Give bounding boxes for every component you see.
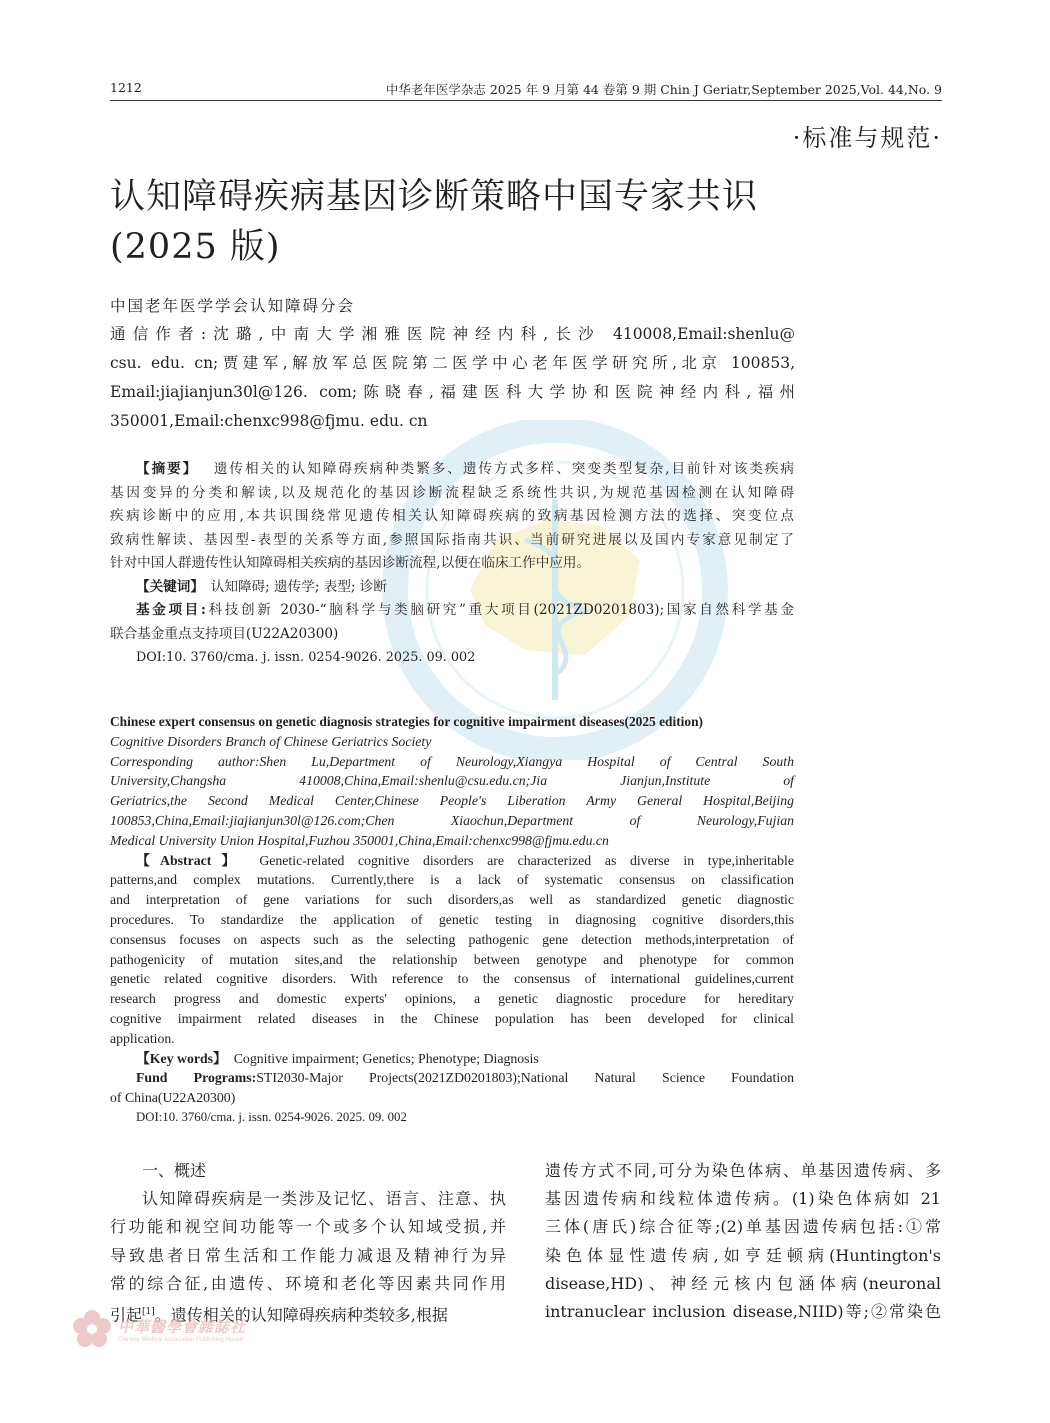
title-line: (2025 版) (110, 227, 281, 267)
body-line: 引起 (110, 1305, 143, 1325)
abstract-en-line: cognitive impairment related diseases in the Chinese population has been developed for clinical (110, 1010, 794, 1026)
body-column-right (545, 1157, 941, 1326)
abstract-en-line: genetic related cognitive disorders. With reference to the consensus of international guidelines,current (110, 971, 794, 987)
abstract-cn-line: 基因变异的分类和解读,以及规范化的基因诊断流程缺乏系统性共识,为规范基因检测在认知障碍 (110, 484, 794, 501)
journal-running-head: 中华老年医学杂志 2025 年 9 月第 44 卷第 9 期 Chin J Geriatr,September 2025,Vol. 44,No. 9 (385, 82, 942, 97)
body-line: 染色体显性遗传病,如亨廷顿病(Huntington's (545, 1245, 941, 1265)
flower-emblem-icon (72, 1309, 112, 1349)
column-tag: ·标准与规范· (792, 124, 942, 152)
body-line: 常的综合征,由遗传、环境和老化等因素共同作用 (110, 1273, 506, 1293)
fund-en-label: Fund Programs: (136, 1070, 257, 1086)
fund-en-line: of China(U22A20300) (110, 1090, 236, 1106)
correspondence-line: 通信作者:沈璐,中南大学湘雅医院神经内科,长沙 410008,Email:shenlu@ (110, 325, 795, 343)
en-corr-line: University,Changsha 410008,China,Email:shenlu@csu.edu.cn;Jia Jianjun,Institute of (110, 773, 794, 789)
page-number: 1212 (110, 80, 142, 95)
english-abstract-block (110, 712, 794, 1128)
en-corr-line: 100853,China,Email:jiajianjun30l@126.com;Chen Xiaochun,Department of Neurology,Fujian (110, 812, 794, 828)
en-corr-line: Medical University Union Hospital,Fuzhou 350001,China,Email:chenxc998@fjmu.edu.cn (110, 832, 609, 848)
fund-cn-label: 基金项目: (136, 602, 206, 618)
abstract-cn-line: 致病性解读、基因型-表型的关系等方面,参照国际指南共识、当前研究进展以及国内专家意见制定了 (110, 531, 794, 548)
fund-cn-line: 科技创新 2030-“脑科学与类脑研究”重大项目(2021ZD0201803);国家自然科学基金 (205, 602, 794, 618)
body-line: 基因遗传病和线粒体遗传病。(1)染色体病如 21 (545, 1189, 941, 1209)
body-line: 。遗传相关的认知障碍疾病种类较多,根据 (154, 1305, 448, 1325)
correspondence-block (110, 320, 795, 436)
publisher-name-cn: 中華醫學會雜誌社 (118, 1317, 247, 1336)
body-line: intranuclear inclusion disease,NIID)等;②常染色 (545, 1302, 941, 1322)
abstract-en-line: patterns,and complex mutations. Currently,there is a lack of systematic consensus on classification (110, 872, 794, 888)
title-line: 认知障碍疾病基因诊断策略中国专家共识 (110, 177, 759, 217)
abstract-cn-line: 遗传相关的认知障碍疾病种类繁多、遗传方式多样、突变类型复杂,目前针对该类疾病 (211, 461, 795, 477)
abstract-en-label: 【Abstract】 (136, 852, 246, 868)
header-rule (110, 100, 942, 101)
publisher-logo (72, 1309, 246, 1349)
abstract-en-line: research progress and domestic experts' opinions, a genetic diagnostic procedure for hereditary (110, 991, 794, 1007)
body-line: 认知障碍疾病是一类涉及记忆、语言、注意、执 (142, 1189, 506, 1209)
abstract-en-line: Genetic-related cognitive disorders are characterized as diverse in type,inheritable (259, 852, 794, 868)
body-line: disease,HD)、神经元核内包涵体病(neuronal (545, 1273, 941, 1293)
en-organization: Cognitive Disorders Branch of Chinese Geriatrics Society (110, 733, 432, 749)
abstract-en-line: and interpretation of gene variations for such disorders,as well as standardized genetic diagnostic (110, 892, 794, 908)
abstract-cn-line: 针对中国人群遗传性认知障碍相关疾病的基因诊断流程,以便在临床工作中应用。 (110, 555, 591, 571)
body-line: 三体(唐氏)综合征等;(2)单基因遗传病包括:①常 (545, 1217, 941, 1237)
keywords-en: Cognitive impairment; Genetics; Phenotype; Diagnosis (233, 1050, 539, 1066)
body-line: 导致患者日常生活和工作能力减退及精神行为异 (110, 1245, 506, 1265)
abstract-cn (110, 458, 794, 670)
keywords-cn-label: 【关键词】 (136, 578, 204, 595)
body-column-left (110, 1157, 506, 1330)
fund-en-line: STI2030-Major Projects(2021ZD0201803);National Natural Science Foundation (256, 1070, 794, 1086)
author-organization: 中国老年医学学会认知障碍分会 (110, 297, 356, 315)
body-line: 遗传方式不同,可分为染色体病、单基因遗传病、多 (545, 1161, 941, 1180)
abstract-en-line: consensus focuses on aspects such as the selecting pathogenic gene detection methods,interpretation of (110, 931, 794, 947)
correspondence-line: Email:jiajianjun30l@126. com;陈晓春,福建医科大学协和医院神经内科,福州 (110, 383, 795, 401)
doi-cn: DOI:10. 3760/cma. j. issn. 0254-9026. 2025. 09. 002 (136, 650, 476, 665)
abstract-en-line: procedures. To standardize the application of genetic testing in diagnosing cognitive disorders,this (110, 911, 794, 927)
abstract-en-line: application. (110, 1030, 175, 1046)
publisher-name-en: Chinese Medical Association Publishing House (118, 1336, 243, 1343)
en-corr-line: Geriatrics,the Second Medical Center,Chinese People's Liberation Army General Hospital,Beijing (110, 793, 794, 809)
abstract-en-line: pathogenicity of mutation sites,and the relationship between genotype and phenotype for common (110, 951, 794, 967)
correspondence-line: 350001,Email:chenxc998@fjmu. edu. cn (110, 412, 428, 430)
citation-ref: [1] (142, 1307, 155, 1318)
correspondence-line: csu. edu. cn;贾建军,解放军总医院第二医学中心老年医学研究所,北京 100853, (110, 354, 795, 372)
en-corr-line: Corresponding author:Shen Lu,Department of Neurology,Xiangya Hospital of Central South (110, 753, 794, 769)
keywords-cn: 认知障碍; 遗传学; 表型; 诊断 (210, 578, 387, 595)
section-heading: 一、概述 (142, 1161, 207, 1180)
fund-cn-line: 联合基金重点支持项目(U22A20300) (110, 625, 339, 642)
keywords-en-label: 【Key words】 (136, 1050, 227, 1066)
doi-en: DOI:10. 3760/cma. j. issn. 0254-9026. 2025. 09. 002 (136, 1109, 407, 1124)
abstract-cn-label: 【摘要】 (136, 461, 199, 477)
abstract-cn-line: 疾病诊断中的应用,本共识围绕常见遗传相关认知障碍疾病的致病基因检测方法的选择、突变位点 (110, 508, 794, 524)
en-title: Chinese expert consensus on genetic diagnosis strategies for cognitive impairment diseases(2025 edition) (110, 714, 703, 729)
body-line: 行功能和视空间功能等一个或多个认知域受损,并 (110, 1217, 506, 1237)
article-title (110, 172, 758, 272)
